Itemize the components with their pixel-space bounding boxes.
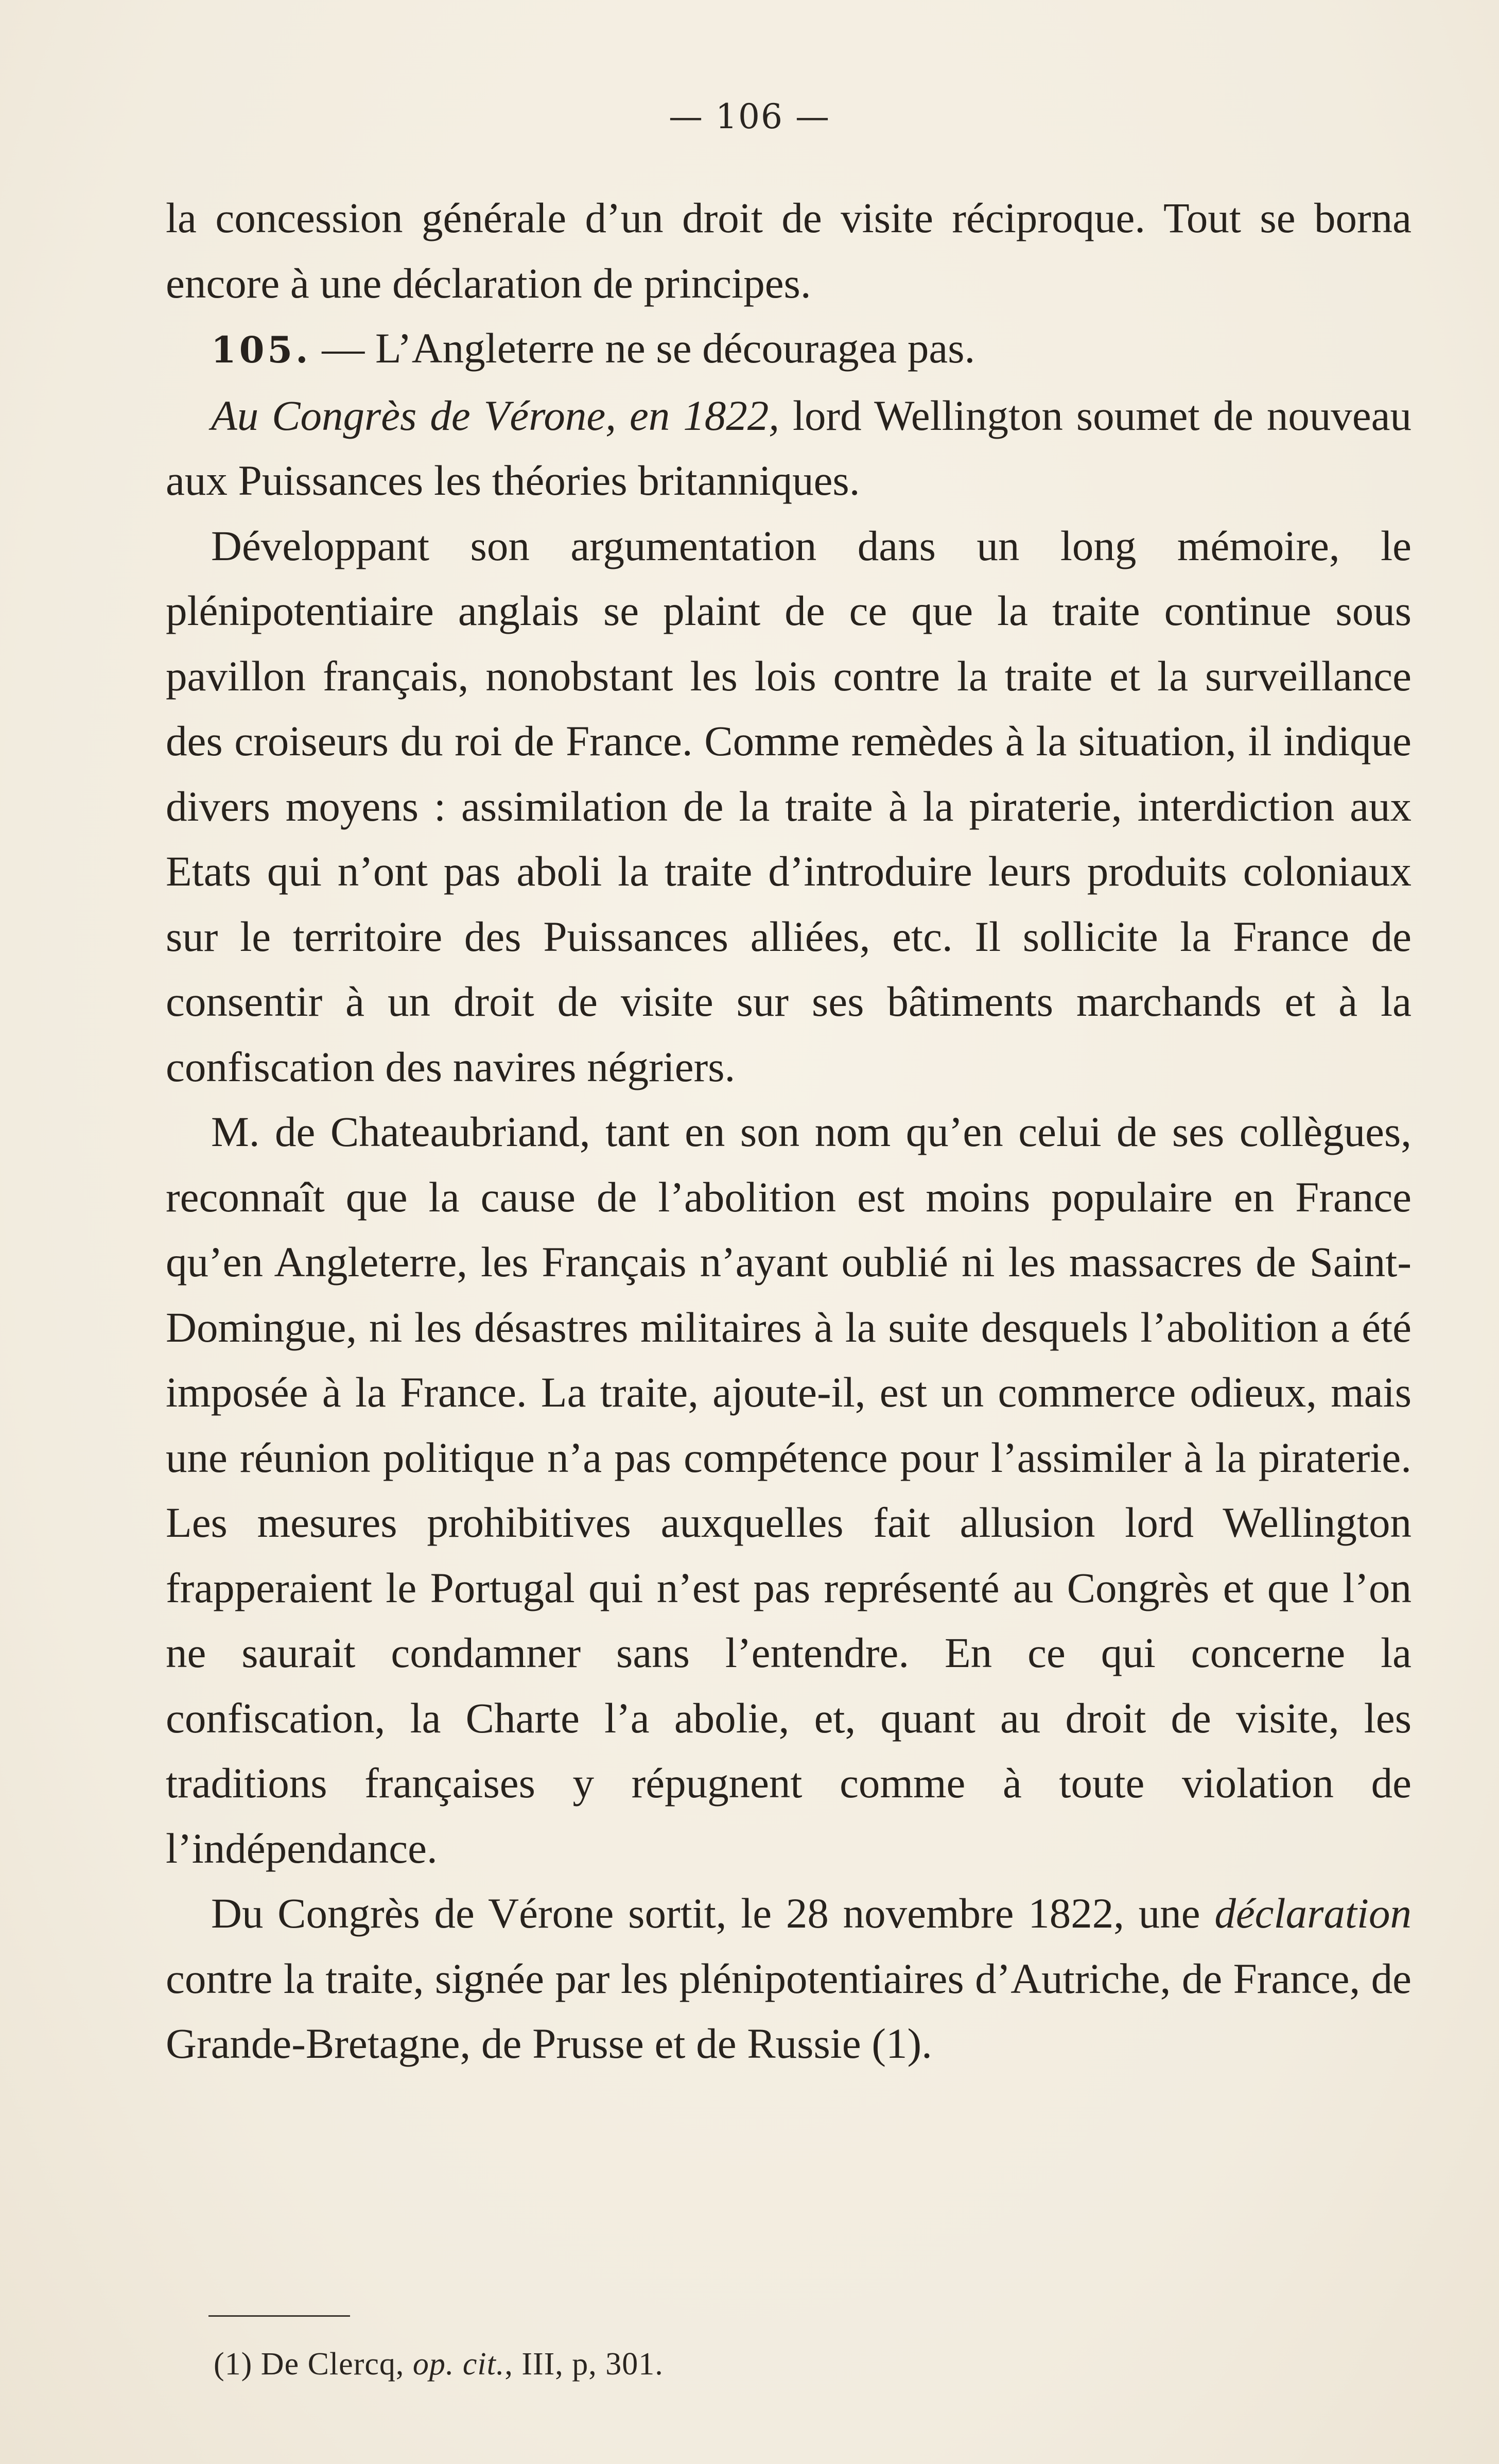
- footnote-italic-ref: op. cit.: [412, 2347, 505, 2382]
- paragraph-memoire: Développant son argumentation dans un long mémoire, le plénipotentiaire anglais se plaint de ce que la traite continue sous pavillon français, nonobstant les lois contre la traite et la surveillance des croiseurs du roi de France. Comme remèdes à la situation, il indique divers moyens : assimilation de la traite à la piraterie, interdiction aux Etats qui n’ont pas aboli la traite d’introduire leurs produits coloniaux sur le territoire des Puissances alliées, etc. Il sollicite la France de consentir à un droit de visite sur ses bâtiments marchands et à la confiscation des navires négriers.: [166, 522, 1411, 1090]
- italic-word: déclaration: [1214, 1889, 1411, 1937]
- paragraph-declaration: [166, 1881, 1411, 2076]
- italic-lead: Au Congrès de Vérone, en 1822,: [211, 391, 780, 439]
- body-text: [166, 185, 1411, 2076]
- footnote: [214, 2344, 664, 2385]
- footnote-marker: (1): [214, 2347, 253, 2382]
- paragraph-section-105: [166, 316, 1411, 383]
- paragraph-continuation: la concession générale d’un droit de visite réciproque. Tout se borna encore à une déclaration de principes.: [166, 194, 1411, 307]
- footnote-author: De Clercq,: [252, 2347, 413, 2382]
- footnote-rest: , III, p, 301.: [504, 2347, 664, 2382]
- paragraph-verona: [166, 383, 1411, 513]
- paragraph-chateaubriand: M. de Chateaubriand, tant en son nom qu’en celui de ses collègues, reconnaît que la cause de l’abolition est moins populaire en France qu’en Angleterre, les Français n’ayant oublié ni les massacres de Saint-Domingue, ni les désastres militaires à la suite desquels l’abolition a été imposée à la France. La traite, ajoute-il, est un commerce odieux, mais une réunion politique n’a pas compétence pour l’assimiler à la piraterie. Les mesures prohibitives auxquelles fait allusion lord Wellington frapperaient le Portugal qui n’est pas représenté au Congrès et que l’on ne saurait condamner sans l’entendre. En ce qui concerne la confiscation, la Charte l’a abolie, et, quant au droit de visite, les traditions françaises y répugnent comme à toute violation de l’indépendance.: [166, 1108, 1411, 1872]
- paragraph-text: lord Wellington soumet de nouveau aux Puissances les théories britanniques.: [166, 391, 1411, 504]
- page-number: — 106 —: [669, 97, 830, 136]
- paragraph-lead: Du Congrès de Vérone sortit, le 28 novembre 1822, une: [211, 1889, 1215, 1937]
- footnote-rule: [208, 2315, 350, 2317]
- section-number: 105.: [211, 328, 311, 371]
- paragraph-text: — L’Angleterre ne se découragea pas.: [311, 324, 975, 372]
- paragraph-text: contre la traite, signée par les plénipotentiaires d’Autriche, de France, de Grande-Bretagne, de Prusse et de Russie (1).: [166, 1954, 1411, 2067]
